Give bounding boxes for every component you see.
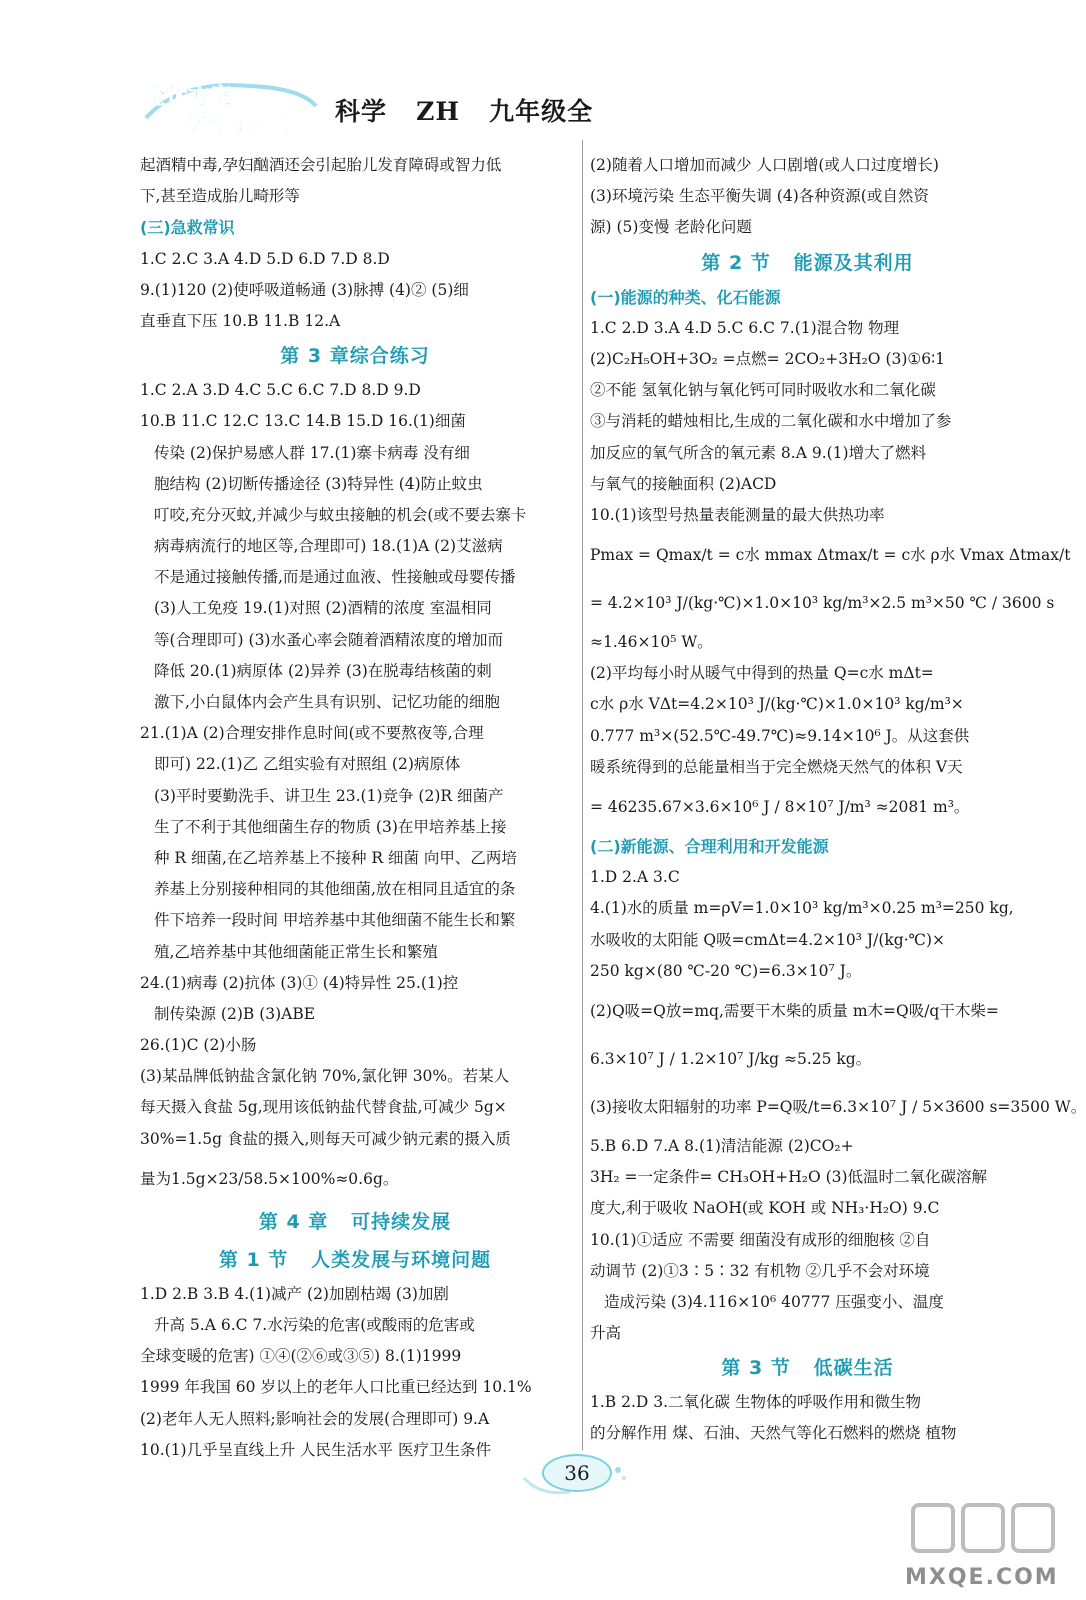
answer-line: c水 ρ水 VΔt=4.2×10³ J/(kg·℃)×1.0×10³ kg/m³× (590, 695, 964, 714)
answer-line: 源) (5)变慢 老龄化问题 (590, 218, 752, 237)
answer-line: 暖系统得到的总能量相当于完全燃烧天然气的体积 V天 (590, 757, 963, 776)
book-title: 科学 ZH 九年级全 (335, 97, 594, 126)
watermark (905, 1495, 1065, 1595)
brand-logo (140, 78, 320, 138)
answer-line: 24.(1)病毒 (2)抗体 (3)① (4)特异性 25.(1)控 (140, 973, 459, 992)
subsection-title: (一)能源的种类、化石能源 (590, 287, 781, 307)
answer-line: 胞结构 (2)切断传播途径 (3)特异性 (4)防止蚊虫 (154, 474, 483, 493)
answer-line: (3)平时要勤洗手、讲卫生 23.(1)竞争 (2)R 细菌产 (154, 786, 504, 805)
answer-line: (2)C₂H₅OH+3O₂ =点燃= 2CO₂+3H₂O (3)①6∶1 (590, 349, 946, 368)
answer-line: 生了不利于其他细菌生存的物质 (3)在甲培养基上接 (154, 817, 507, 836)
answer-line: (2)老年人无人照料;影响社会的发展(合理即可) 9.A (140, 1409, 490, 1428)
answer-line: (3)环境污染 生态平衡失调 (4)各种资源(或自然资 (590, 187, 929, 206)
answer-line: 10.B 11.C 12.C 13.C 14.B 15.D 16.(1)细菌 (140, 412, 466, 431)
answer-line: 升高 5.A 6.C 7.水污染的危害(或酸雨的危害或 (154, 1316, 475, 1334)
answer-line: 水吸收的太阳能 Q吸=cmΔt=4.2×10³ J/(kg·℃)× (590, 930, 946, 949)
answer-line: 10.(1)①适应 不需要 细菌没有成形的细胞核 ②自 (590, 1230, 931, 1249)
answer-line: 4.(1)水的质量 m=ρV=1.0×10³ kg/m³×0.25 m³=250 kg, (590, 899, 1014, 918)
answer-line: 30%=1.5g 食盐的摄入,则每天可减少钠元素的摄入质 (140, 1129, 511, 1148)
answer-line: (2)平均每小时从暖气中得到的热量 Q=c水 mΔt= (590, 664, 934, 683)
subsection-title: (三)急救常识 (140, 218, 235, 238)
answer-line: 1999 年我国 60 岁以上的老年人口比重已经达到 10.1% (140, 1378, 532, 1397)
answer-line: 10.(1)该型号热量表能测量的最大供热功率 (590, 505, 885, 524)
answer-line: 3H₂ =一定条件= CH₃OH+H₂O (3)低温时二氧化碳溶解 (590, 1168, 988, 1187)
answer-line: (3)人工免疫 19.(1)对照 (2)酒精的浓度 室温相同 (154, 599, 492, 618)
answer-line: 0.777 m³×(52.5℃-49.7℃)≈9.14×10⁶ J。从这套供 (590, 726, 970, 745)
right-column (590, 150, 1086, 1450)
answer-line: 直垂直下压 10.B 11.B 12.A (140, 311, 341, 330)
answer-line: 加反应的氧气所含的氧元素 8.A 9.(1)增大了燃料 (590, 443, 927, 462)
page-header (140, 78, 960, 138)
answer-line: = 4.2×10³ J/(kg·℃)×1.0×10³ kg/m³×2.5 m³×50 ℃ / 3600 s (590, 594, 1055, 613)
answer-line: 动调节 (2)①3∶5∶32 有机物 ②几乎不会对环境 (590, 1261, 930, 1280)
answer-line: 21.(1)A (2)合理安排作息时间(或不要熬夜等,合理 (140, 724, 484, 743)
section-heading: 第 3 章综合练习 (280, 345, 430, 368)
answer-line: 传染 (2)保护易感人群 17.(1)寨卡病毒 没有细 (154, 443, 470, 462)
section-heading: 第 1 节 人类发展与环境问题 (218, 1248, 492, 1271)
answer-line: (2)Q吸=Q放=mq,需要干木柴的质量 m木=Q吸/q干木柴= (590, 1001, 999, 1020)
answer-line: 5.B 6.D 7.A 8.(1)清洁能源 (2)CO₂+ (590, 1136, 854, 1155)
answer-line: 起酒精中毒,孕妇酗酒还会引起胎儿发育障碍或智力低 (140, 156, 502, 174)
answer-line: 度大,利于吸收 NaOH(或 KOH 或 NH₃·H₂O) 9.C (590, 1199, 940, 1218)
answer-line: 养基上分别接种相同的其他细菌,放在相同且适宜的条 (154, 880, 516, 899)
page-number-badge (520, 1448, 630, 1496)
answer-line: ≈1.46×10⁵ W。 (590, 633, 713, 652)
watermark-logo-icon (905, 1495, 1065, 1565)
answer-line: 1.C 2.A 3.D 4.C 5.C 6.C 7.D 8.D 9.D (140, 381, 421, 400)
answer-line: 26.(1)C (2)小肠 (140, 1036, 257, 1055)
section-heading: 第 3 节 低碳生活 (721, 1357, 894, 1380)
answer-line: 1.D 2.B 3.B 4.(1)减产 (2)加剧枯竭 (3)加剧 (140, 1284, 449, 1303)
answer-line: 制传染源 (2)B (3)ABE (154, 1004, 316, 1023)
answer-line: 的分解作用 煤、石油、天然气等化石燃料的燃烧 植物 (590, 1424, 957, 1443)
answer-line: 1.C 2.D 3.A 4.D 5.C 6.C 7.(1)混合物 物理 (590, 318, 900, 337)
answer-line: 量为1.5g×23/58.5×100%≈0.6g。 (140, 1169, 399, 1188)
answer-line: 1.C 2.C 3.A 4.D 5.D 6.D 7.D 8.D (140, 249, 390, 268)
page-number: 36 (542, 1454, 612, 1492)
answer-line: 激下,小白鼠体内会产生具有识别、记忆功能的细胞 (154, 693, 500, 711)
answer-line: 全球变暖的危害) ①④(②⑥或③⑤) 8.(1)1999 (140, 1347, 462, 1366)
answer-line: = 46235.67×3.6×10⁶ J / 8×10⁷ J/m³ ≈2081 m³。 (590, 798, 970, 816)
answer-line: 造成污染 (3)4.116×10⁶ 40777 压强变小、温度 (604, 1292, 944, 1311)
answer-line: 1.B 2.D 3.二氧化碳 生物体的呼吸作用和微生物 (590, 1393, 921, 1412)
logo-text-line1: 全优方案 (144, 85, 233, 110)
column-divider (582, 140, 583, 1450)
answer-line: 等(合理即可) (3)水蚤心率会随着酒精浓度的增加而 (154, 630, 503, 649)
answer-line: (2)随着人口增加而减少 人口剧增(或人口过度增长) (590, 156, 939, 174)
answer-line: 每天摄入食盐 5g,现用该低钠盐代替食盐,可减少 5g× (140, 1098, 507, 1117)
answer-line: 叮咬,充分灭蚊,并减少与蚊虫接触的机会(或不要去寨卡 (154, 505, 527, 524)
answer-line: ②不能 氢氧化钠与氧化钙可同时吸收水和二氧化碳 (590, 381, 936, 400)
answer-line: 9.(1)120 (2)使呼吸道畅通 (3)脉搏 (4)② (5)细 (140, 280, 469, 299)
answer-line: 与氧气的接触面积 (2)ACD (590, 474, 777, 493)
answer-line: 件下培养一段时间 甲培养基中其他细菌不能生长和繁 (154, 911, 516, 930)
answer-line: 即可) 22.(1)乙 乙组实验有对照组 (2)病原体 (154, 755, 461, 774)
answer-line: 1.D 2.A 3.C (590, 868, 680, 887)
answer-line: 10.(1)几乎呈直线上升 人民生活水平 医疗卫生条件 (140, 1440, 491, 1459)
answer-line: 6.3×10⁷ J / 1.2×10⁷ J/kg ≈5.25 kg。 (590, 1049, 872, 1068)
answer-line: 不是通过接触传播,而是通过血液、性接触或母婴传播 (154, 568, 516, 587)
answer-line: 种 R 细菌,在乙培养基上不接种 R 细菌 向甲、乙两培 (154, 848, 517, 867)
watermark-text: MXQE.COM (905, 1565, 1059, 1590)
answer-line: (3)某品牌低钠盐含氯化钠 70%,氯化钾 30%。若某人 (140, 1067, 510, 1086)
answer-line: 升高 (590, 1324, 622, 1343)
answer-line: 250 kg×(80 ℃-20 ℃)=6.3×10⁷ J。 (590, 961, 862, 980)
answer-line: 殖,乙培养基中其他细菌能正常生长和繁殖 (154, 942, 438, 961)
answer-line: 病毒病流行的地区等,合理即可) 18.(1)A (2)艾滋病 (154, 537, 503, 556)
answer-line: Pmax = Qmax/t = c水 mmax Δtmax/t = c水 ρ水 Vmax Δtmax/t (590, 546, 1071, 565)
logo-text-line2: 夯实与提高 (180, 111, 291, 136)
answer-line: (3)接收太阳辐射的功率 P=Q吸/t=6.3×10⁷ J / 5×3600 s=3500 W。 (590, 1097, 1086, 1116)
left-column (140, 150, 570, 1466)
answer-line: 降低 20.(1)病原体 (2)异养 (3)在脱毒结核菌的刺 (154, 661, 492, 680)
subsection-title: (二)新能源、合理利用和开发能源 (590, 837, 829, 856)
section-heading: 第 2 节 能源及其利用 (701, 251, 914, 274)
answer-line: ③与消耗的蜡烛相比,生成的二氧化碳和水中增加了参 (590, 412, 952, 431)
answer-line: 下,甚至造成胎儿畸形等 (140, 187, 300, 206)
section-heading: 第 4 章 可持续发展 (258, 1210, 452, 1233)
